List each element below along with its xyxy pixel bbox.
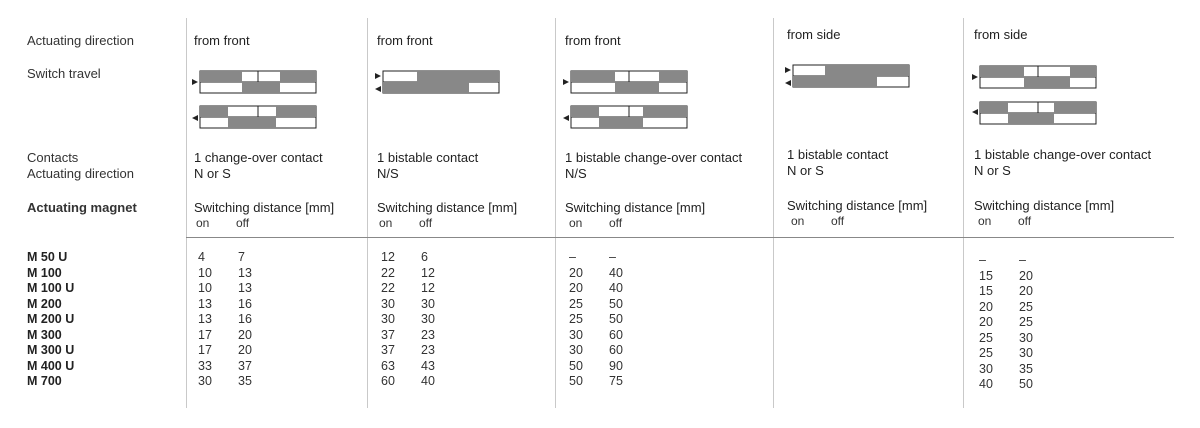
on-value: 22 bbox=[381, 281, 395, 295]
off-value: 23 bbox=[421, 327, 435, 342]
off-value: 13 bbox=[238, 281, 252, 295]
on-value: 30 bbox=[381, 312, 395, 326]
on-value: 37 bbox=[381, 343, 395, 357]
off-value: 37 bbox=[238, 358, 252, 373]
magnet-model: M 100 bbox=[27, 265, 62, 280]
off-value: 30 bbox=[1019, 330, 1033, 345]
off-value: 20 bbox=[238, 327, 252, 342]
value-row bbox=[979, 284, 1033, 300]
on-value: 20 bbox=[569, 281, 583, 295]
off-value: 13 bbox=[238, 265, 252, 280]
value-row bbox=[381, 328, 435, 344]
col5-direction: from side bbox=[974, 27, 1028, 42]
on-value: 50 bbox=[569, 358, 583, 373]
col3-contact: 1 bistable change-over contact bbox=[565, 150, 743, 165]
col2-switch-travel-diagram bbox=[373, 68, 505, 98]
off-value: 16 bbox=[238, 296, 252, 311]
on-value: 40 bbox=[979, 377, 993, 391]
on-value: 20 bbox=[569, 265, 583, 280]
value-row bbox=[979, 300, 1033, 316]
off-value: 20 bbox=[238, 343, 252, 357]
value-row bbox=[381, 266, 435, 282]
off-value: 7 bbox=[238, 250, 245, 264]
value-row bbox=[381, 297, 435, 313]
col4-switching-header: Switching distance [mm] bbox=[787, 198, 928, 213]
value-row bbox=[979, 269, 1033, 285]
off-value: 25 bbox=[1019, 299, 1033, 314]
off-value: 30 bbox=[421, 312, 435, 326]
off-value: – bbox=[609, 250, 616, 264]
value-row bbox=[198, 250, 252, 266]
on-value: 30 bbox=[198, 374, 212, 388]
off-value: 43 bbox=[421, 358, 435, 373]
col3-switch-travel-diagram bbox=[561, 68, 693, 132]
on-value: 15 bbox=[979, 284, 993, 298]
on-value: 30 bbox=[569, 343, 583, 357]
magnet-model-list bbox=[27, 250, 74, 390]
on-value: 30 bbox=[979, 361, 993, 376]
on-value: 13 bbox=[198, 296, 212, 311]
magnet-model: M 50 U bbox=[27, 250, 68, 264]
value-row bbox=[381, 374, 435, 390]
col3-on-label: on bbox=[569, 216, 583, 230]
col4-on-label: on bbox=[791, 214, 805, 228]
off-value: 35 bbox=[238, 374, 252, 388]
on-value: 10 bbox=[198, 265, 212, 280]
magnet-model: M 300 bbox=[27, 327, 62, 342]
value-row bbox=[979, 331, 1033, 347]
value-row bbox=[569, 343, 623, 359]
off-value: 6 bbox=[421, 250, 428, 264]
on-value: 63 bbox=[381, 358, 395, 373]
on-value: 37 bbox=[381, 327, 395, 342]
value-row bbox=[979, 315, 1033, 331]
value-row bbox=[569, 359, 623, 375]
value-row bbox=[979, 377, 1033, 393]
magnet-model: M 400 U bbox=[27, 358, 75, 373]
on-value: – bbox=[979, 253, 986, 267]
off-value: 20 bbox=[1019, 284, 1033, 298]
value-row bbox=[979, 362, 1033, 378]
col5-values bbox=[979, 253, 1033, 393]
column-divider bbox=[773, 18, 774, 408]
col2-values bbox=[381, 250, 435, 390]
magnet-model: M 200 bbox=[27, 296, 62, 311]
value-row bbox=[569, 250, 623, 266]
on-value: 60 bbox=[381, 374, 395, 388]
label-actuating-magnet: Actuating magnet bbox=[27, 200, 137, 215]
on-value: 15 bbox=[979, 268, 993, 283]
magnet-model: M 100 U bbox=[27, 281, 75, 295]
col5-on-label: on bbox=[978, 214, 992, 228]
value-row bbox=[198, 266, 252, 282]
value-row bbox=[198, 343, 252, 359]
on-value: – bbox=[569, 250, 576, 264]
label-actuating-direction: Actuating direction bbox=[27, 33, 134, 48]
value-row bbox=[198, 328, 252, 344]
off-value: 50 bbox=[609, 296, 623, 311]
col3-values bbox=[569, 250, 623, 390]
off-value: 23 bbox=[421, 343, 435, 357]
off-value: 40 bbox=[609, 281, 623, 295]
on-value: 50 bbox=[569, 374, 583, 388]
on-value: 30 bbox=[569, 327, 583, 342]
label-contacts: Contacts bbox=[27, 150, 79, 165]
col5-polarity: N or S bbox=[974, 163, 1011, 178]
value-row bbox=[569, 297, 623, 313]
off-value: 60 bbox=[609, 343, 623, 357]
column-divider bbox=[555, 18, 556, 408]
value-row bbox=[198, 359, 252, 375]
off-value: – bbox=[1019, 253, 1026, 267]
col3-off-label: off bbox=[609, 216, 623, 230]
value-row bbox=[381, 359, 435, 375]
value-row bbox=[198, 312, 252, 328]
off-value: 90 bbox=[609, 358, 623, 373]
col5-switching-header: Switching distance [mm] bbox=[974, 198, 1115, 213]
col1-on-label: on bbox=[196, 216, 210, 230]
col1-values bbox=[198, 250, 252, 390]
col1-contact: 1 change-over contact bbox=[194, 150, 323, 165]
col4-off-label: off bbox=[831, 214, 845, 228]
off-value: 20 bbox=[1019, 268, 1033, 283]
col2-contact: 1 bistable contact bbox=[377, 150, 479, 165]
header-divider bbox=[186, 237, 1174, 238]
off-value: 50 bbox=[609, 312, 623, 326]
off-value: 40 bbox=[609, 265, 623, 280]
col4-switch-travel-diagram bbox=[783, 62, 915, 92]
off-value: 30 bbox=[1019, 346, 1033, 360]
value-row bbox=[569, 266, 623, 282]
column-divider bbox=[186, 18, 187, 408]
on-value: 12 bbox=[381, 250, 395, 264]
value-row bbox=[198, 281, 252, 297]
on-value: 22 bbox=[381, 265, 395, 280]
col5-off-label: off bbox=[1018, 214, 1032, 228]
magnet-model: M 700 bbox=[27, 374, 62, 388]
value-row bbox=[979, 253, 1033, 269]
col3-polarity: N/S bbox=[565, 166, 587, 181]
on-value: 25 bbox=[979, 346, 993, 360]
col1-polarity: N or S bbox=[194, 166, 231, 181]
value-row bbox=[381, 343, 435, 359]
col1-direction: from front bbox=[194, 33, 250, 48]
off-value: 12 bbox=[421, 265, 435, 280]
on-value: 17 bbox=[198, 327, 212, 342]
col1-switch-travel-diagram bbox=[190, 68, 322, 132]
off-value: 25 bbox=[1019, 315, 1033, 329]
value-row bbox=[569, 374, 623, 390]
col3-direction: from front bbox=[565, 33, 621, 48]
label-contacts-actuating-direction: Actuating direction bbox=[27, 166, 134, 181]
col4-direction: from side bbox=[787, 27, 841, 42]
column-divider bbox=[963, 18, 964, 408]
off-value: 40 bbox=[421, 374, 435, 388]
value-row bbox=[381, 281, 435, 297]
off-value: 75 bbox=[609, 374, 623, 388]
on-value: 25 bbox=[569, 296, 583, 311]
on-value: 25 bbox=[979, 330, 993, 345]
on-value: 33 bbox=[198, 358, 212, 373]
off-value: 12 bbox=[421, 281, 435, 295]
off-value: 30 bbox=[421, 296, 435, 311]
off-value: 35 bbox=[1019, 361, 1033, 376]
on-value: 10 bbox=[198, 281, 212, 295]
on-value: 30 bbox=[381, 296, 395, 311]
value-row bbox=[381, 250, 435, 266]
on-value: 20 bbox=[979, 299, 993, 314]
col5-contact: 1 bistable change-over contact bbox=[974, 147, 1152, 162]
on-value: 20 bbox=[979, 315, 993, 329]
label-switch-travel: Switch travel bbox=[27, 66, 101, 81]
magnet-model: M 300 U bbox=[27, 343, 75, 357]
magnet-model: M 200 U bbox=[27, 312, 75, 326]
off-value: 50 bbox=[1019, 377, 1033, 391]
value-row bbox=[381, 312, 435, 328]
value-row bbox=[198, 374, 252, 390]
col4-polarity: N or S bbox=[787, 163, 824, 178]
column-divider bbox=[367, 18, 368, 408]
col2-direction: from front bbox=[377, 33, 433, 48]
col1-switching-header: Switching distance [mm] bbox=[194, 200, 335, 215]
col4-contact: 1 bistable contact bbox=[787, 147, 889, 162]
on-value: 13 bbox=[198, 312, 212, 326]
col2-on-label: on bbox=[379, 216, 393, 230]
col5-switch-travel-diagram bbox=[970, 62, 1102, 128]
value-row bbox=[569, 328, 623, 344]
value-row bbox=[569, 312, 623, 328]
col2-switching-header: Switching distance [mm] bbox=[377, 200, 518, 215]
on-value: 4 bbox=[198, 250, 205, 264]
col2-off-label: off bbox=[419, 216, 433, 230]
value-row bbox=[198, 297, 252, 313]
value-row bbox=[569, 281, 623, 297]
col1-off-label: off bbox=[236, 216, 250, 230]
on-value: 25 bbox=[569, 312, 583, 326]
col3-switching-header: Switching distance [mm] bbox=[565, 200, 706, 215]
value-row bbox=[979, 346, 1033, 362]
col2-polarity: N/S bbox=[377, 166, 399, 181]
off-value: 16 bbox=[238, 312, 252, 326]
on-value: 17 bbox=[198, 343, 212, 357]
off-value: 60 bbox=[609, 327, 623, 342]
